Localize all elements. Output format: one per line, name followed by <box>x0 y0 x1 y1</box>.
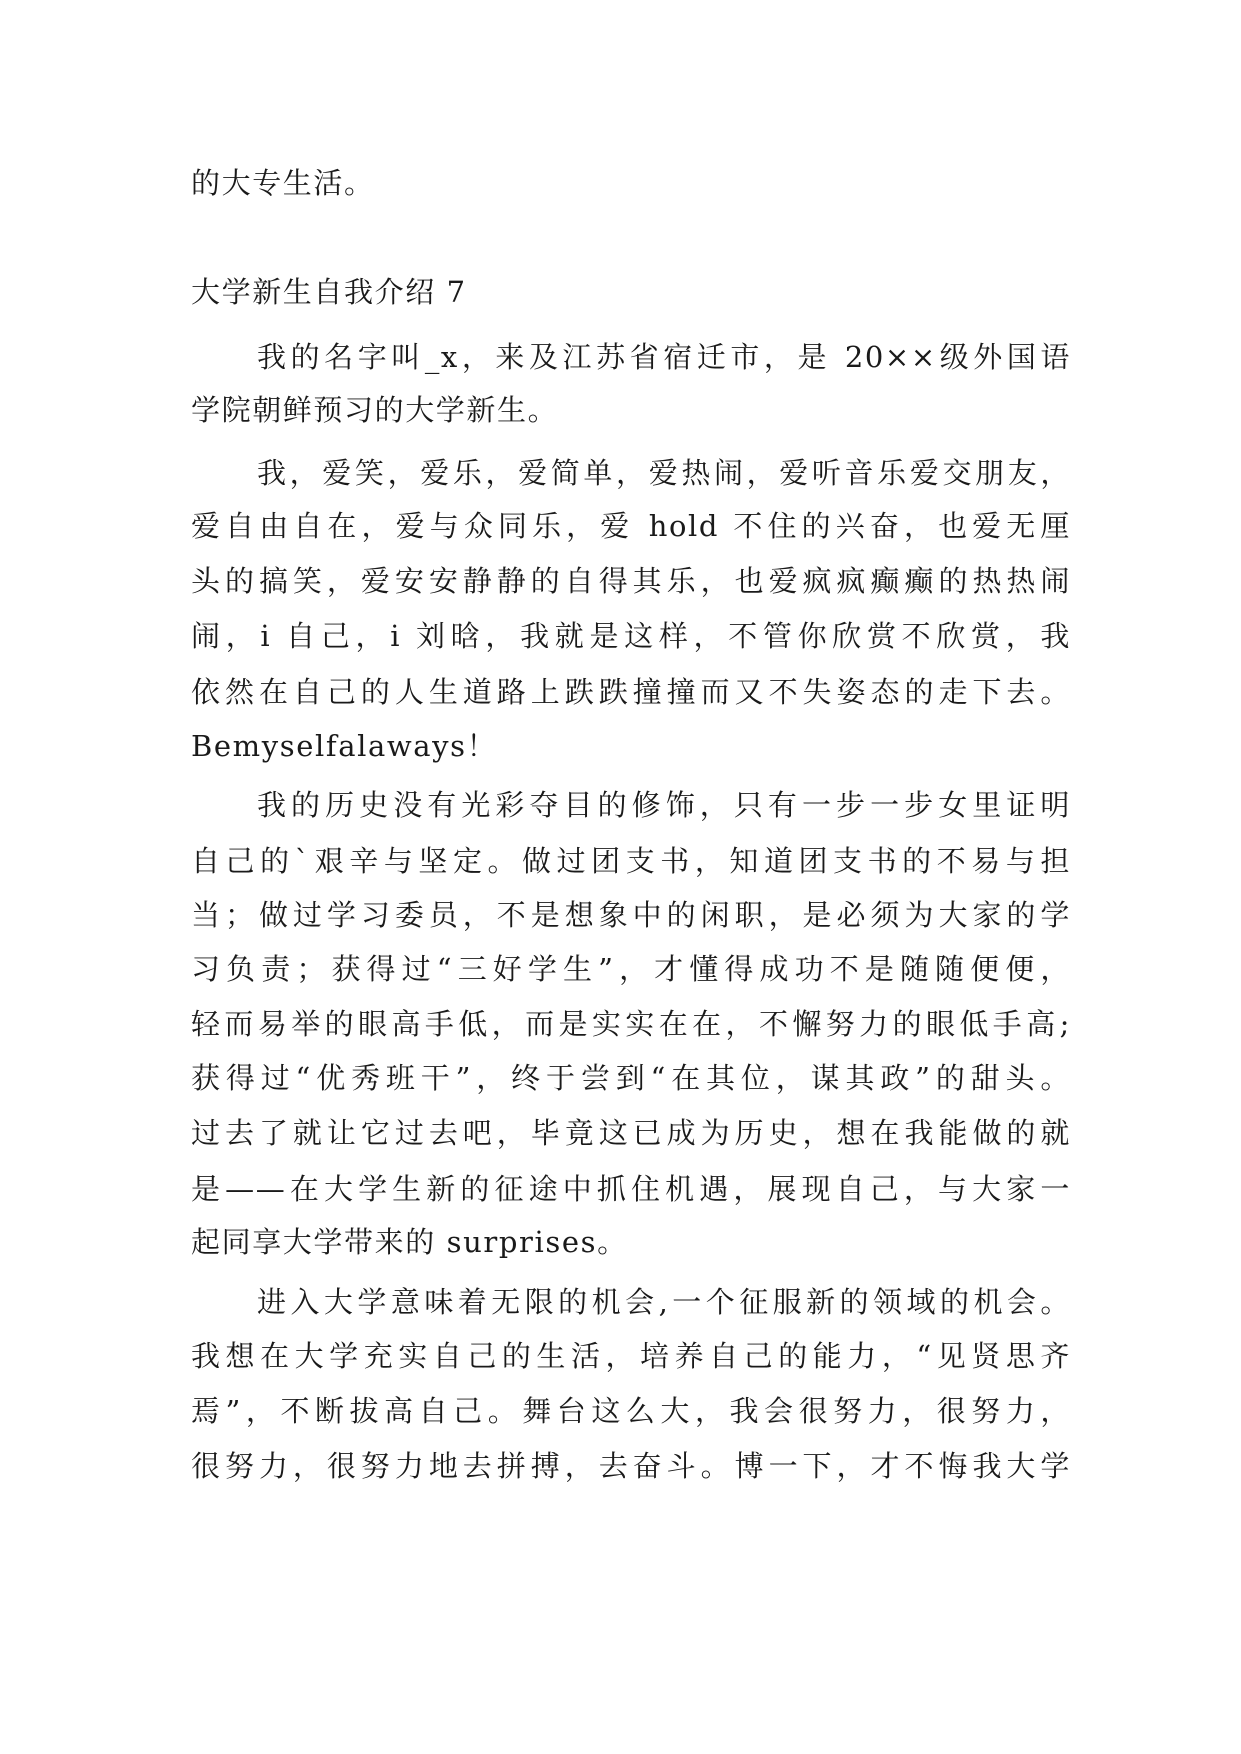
text-line: 是——在大学生新的征途中抓住机遇，展现自己，与大家一 <box>191 1172 1071 1206</box>
text-line: 学院朝鲜预习的大学新生。 <box>191 393 559 427</box>
text-line: 自己的`艰辛与坚定。做过团支书，知道团支书的不易与担 <box>191 844 1071 878</box>
text-line: 闹，i 自己，i 刘晗，我就是这样，不管你欣赏不欣赏，我 <box>191 619 1071 653</box>
text-line: 我的历史没有光彩夺目的修饰，只有一步一步女里证明 <box>257 788 1071 822</box>
section-heading: 大学新生自我介绍 7 <box>191 275 467 309</box>
text-line: 头的搞笑，爱安安静静的自得其乐，也爱疯疯癫癫的热热闹 <box>191 564 1071 598</box>
text-line: 焉”，不断拔高自己。舞台这么大，我会很努力，很努力， <box>191 1394 1071 1428</box>
text-line: 我，爱笑，爱乐，爱简单，爱热闹，爱听音乐爱交朋友， <box>257 456 1071 490</box>
text-line: 起同享大学带来的 surprises。 <box>191 1225 628 1259</box>
text-line: 的大专生活。 <box>191 166 375 200</box>
text-line: 爱自由自在，爱与众同乐，爱 hold 不住的兴奋，也爱无厘 <box>191 509 1071 543</box>
text-line: Bemyselfalaways！ <box>191 729 498 763</box>
text-line: 过去了就让它过去吧，毕竟这已成为历史，想在我能做的就 <box>191 1116 1071 1150</box>
text-line: 习负责；获得过“三好学生”，才懂得成功不是随随便便， <box>191 952 1071 986</box>
text-line: 获得过“优秀班干”，终于尝到“在其位，谋其政”的甜头。 <box>191 1061 1071 1095</box>
text-line: 很努力，很努力地去拼搏，去奋斗。博一下，才不悔我大学 <box>191 1449 1071 1483</box>
text-line: 轻而易举的眼高手低，而是实实在在，不懈努力的眼低手高; <box>191 1007 1071 1041</box>
text-line: 进入大学意味着无限的机会,一个征服新的领域的机会。 <box>257 1285 1071 1319</box>
text-line: 我想在大学充实自己的生活，培养自己的能力，“见贤思齐 <box>191 1339 1071 1373</box>
text-line: 我的名字叫_x，来及江苏省宿迁市，是 20××级外国语 <box>257 340 1071 374</box>
text-line: 当；做过学习委员，不是想象中的闲职，是必须为大家的学 <box>191 898 1071 932</box>
text-line: 依然在自己的人生道路上跌跌撞撞而又不失姿态的走下去。 <box>191 675 1071 709</box>
